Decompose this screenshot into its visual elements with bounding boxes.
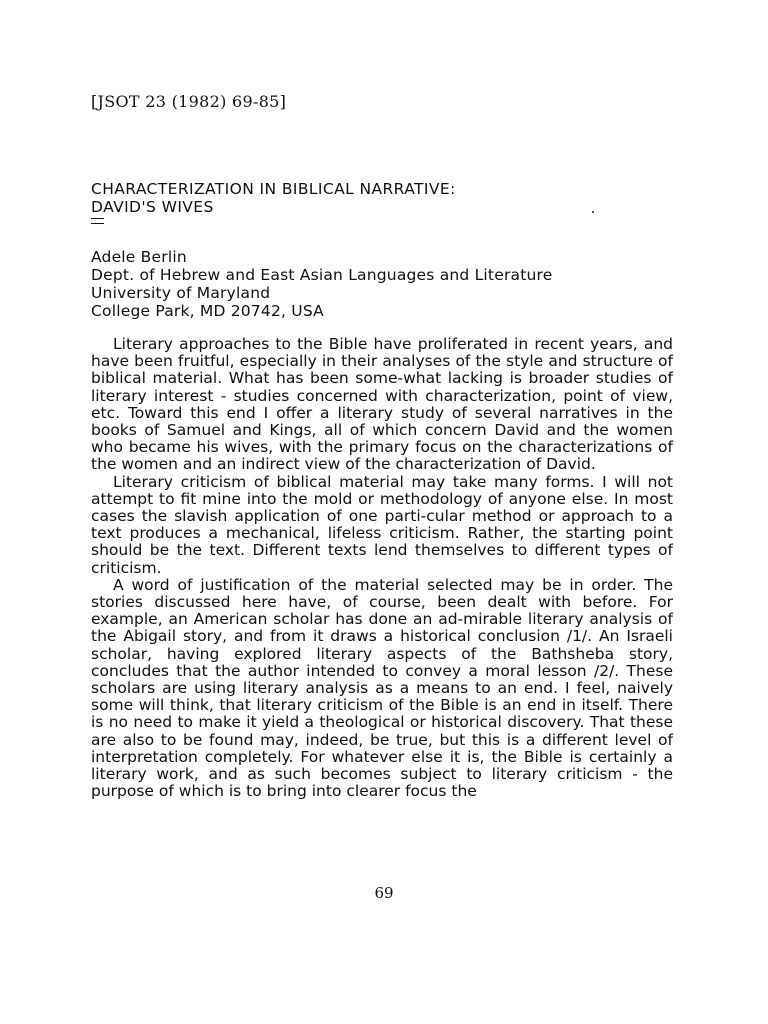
author-university: University of Maryland: [91, 284, 271, 302]
author-address: College Park, MD 20742, USA: [91, 302, 324, 320]
author-block: [91, 248, 552, 320]
stray-mark: [592, 211, 594, 213]
article-title-line-2: DAVID'S WIVES: [91, 198, 214, 216]
author-department: Dept. of Hebrew and East Asian Languages and Literature: [91, 266, 553, 284]
page-number: 69: [374, 884, 394, 902]
article-title-line-1: CHARACTERIZATION IN BIBLICAL NARRATIVE:: [91, 180, 456, 198]
journal-reference: [JSOT 23 (1982) 69-85]: [91, 92, 287, 111]
body-paragraph: Literary criticism of biblical material may take many forms. I will not attempt to fit mine into the mold or methodology of anyone else. In most cases the slavish application of one parti-cular method or approach to a text produces a mechanical, lifeless criticism. Rather, the starting point should be the text. Different texts lend themselves to different types of criticism.: [91, 472, 673, 577]
body-paragraph: Literary approaches to the Bible have proliferated in recent years, and have been fruitful, especially in their analyses of the style and structure of biblical material. What has been some-what lacking is broader studies of literary interest - studies concerned with characterization, point of view, etc. Toward this end I offer a literary study of several narratives in the books of Samuel and Kings, all of which concern David and the women who became his wives, with the primary focus on the characterizations of the women and an indirect view of the characterization of David.: [91, 335, 673, 474]
author-name: Adele Berlin: [91, 248, 187, 266]
article-title: [91, 180, 456, 216]
title-underline-mark: [91, 218, 104, 224]
article-body: [91, 336, 673, 800]
body-paragraph: A word of justification of the material selected may be in order. The stories discussed here have, of course, been dealt with before. For example, an American scholar has done an ad-mirable literary analysis of the Abigail story, and from it draws a historical conclusion /1/. An Israeli scholar, having explored literary aspects of the Bathsheba story, concludes that the author intended to convey a moral lesson /2/. These scholars are using literary analysis as a means to an end. I feel, naively some will think, that literary criticism of the Bible is an end in itself. There is no need to make it yield a theological or historical discovery. That these are also to be found may, indeed, be true, but this is a different level of interpretation completely. For whatever else it is, the Bible is certainly a literary work, and as such becomes subject to literary criticism - the purpose of which is to bring into clearer focus the: [91, 575, 673, 801]
